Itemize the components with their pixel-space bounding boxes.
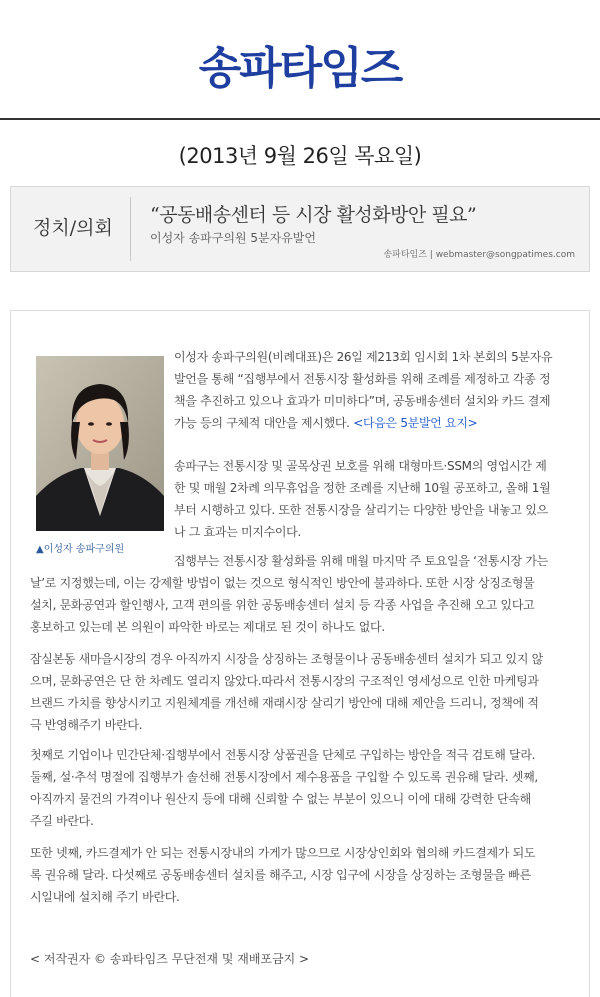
paragraph-4 xyxy=(30,648,543,736)
article-source: 송파타임즈 | webmaster@songpatimes.com xyxy=(383,250,575,260)
photo-caption: ▲이성자 송파구의원 xyxy=(36,544,125,555)
paragraph-line: 이성자 송파구의원(비례대표)은 26일 제213회 임시회 1차 본회의 5분자유 xyxy=(174,350,553,364)
paragraph-line: 극 반영해주기 바란다. xyxy=(30,718,143,732)
header-divider xyxy=(130,197,131,261)
paragraph-6 xyxy=(30,842,535,908)
paragraph-line: 나 그 효과는 미지수이다. xyxy=(174,525,301,539)
paragraph-1 xyxy=(174,346,552,434)
paragraph-line: 책을 추진하고 있으나 효과가 미미하다”며, 공동배송센터 설치와 카드 결제 xyxy=(174,394,551,408)
paragraph-line: 설치, 문화공연과 할인행사, 고객 편의를 위한 공동배송센터 설치 등 각종 사업을 추진해 오고 있다고 xyxy=(30,598,535,612)
paragraph-line: 으며, 문화공연은 단 한 차례도 열리지 않았다.따라서 전통시장의 구조적인 영세성으로 인한 마케팅과 xyxy=(30,674,539,688)
paragraph-line: 아직까지 물건의 가격이나 원산지 등에 대해 신뢰할 수 없는 부분이 있으니 이에 대해 강력한 단속해 xyxy=(30,792,531,806)
paragraph-line: 브랜드 가치를 향상시키고 지원체계를 개선해 재래시장 살리기 방안에 대해 제안을 드리니, 정책에 적 xyxy=(30,696,539,710)
councilor-photo xyxy=(36,356,164,531)
paragraph-line: 주길 바란다. xyxy=(30,814,94,828)
paragraph-3 xyxy=(30,550,548,638)
paragraph-5 xyxy=(30,744,538,832)
site-logo[interactable]: 송파타임즈 xyxy=(198,43,402,94)
article-header xyxy=(10,186,590,272)
paragraph-line: 홍보하고 있는데 본 의원이 파악한 바로는 제대로 된 것이 하나도 없다. xyxy=(30,620,385,634)
paragraph-line: 발언을 통해 “집행부에서 전통시장 활성화를 위해 조례를 제정하고 각종 정 xyxy=(174,372,551,386)
paragraph-2 xyxy=(174,455,550,543)
masthead-divider xyxy=(0,118,600,120)
paragraph-line: 가능 등의 구체적 대안을 제시했다. xyxy=(174,416,350,430)
paragraph-line: 잠실본동 새마을시장의 경우 아직까지 시장을 상징하는 조형물이나 공동배송센터 설치가 되고 있지 않 xyxy=(30,652,543,666)
copyright-notice: < 저작권자 © 송파타임즈 무단전재 및 재배포금지 > xyxy=(30,952,310,966)
paragraph-line: 또한 넷째, 카드결제가 안 되는 전통시장내의 가게가 많으므로 시장상인회와 협의해 카드결제가 되도 xyxy=(30,846,536,860)
paragraph-line: 첫째로 기업이나 민간단체·집행부에서 전통시장 상품권을 단체로 구입하는 방안을 적극 검토해 달라. xyxy=(30,748,536,762)
paragraph-line: 송파구는 전통시장 및 골목상권 보호를 위해 대형마트·SSM의 영업시간 제 xyxy=(174,459,547,473)
article-subhead: 이성자 송파구의원 5분자유발언 xyxy=(150,231,316,245)
issue-date: (2013년 9월 26일 목요일) xyxy=(178,144,422,168)
speech-summary-link[interactable]: <다음은 5분발언 요지> xyxy=(353,416,478,430)
paragraph-line: 시일내에 설치해 주기 바란다. xyxy=(30,890,180,904)
paragraph-line: 집행부는 전통시장 활성화를 위해 매월 마지막 주 토요일을 ‘전통시장 가는 xyxy=(174,554,548,568)
paragraph-line: 부터 시행하고 있다. 또한 전통시장을 살리기는 다양한 방안을 내놓고 있으 xyxy=(174,503,548,517)
paragraph-line: 날’로 지정했는데, 이는 강제할 방법이 없는 것으로 형식적인 방안에 불과하다. 또한 시장 상징조형물 xyxy=(30,576,535,590)
section-label[interactable]: 정치/의회 xyxy=(33,217,113,239)
paragraph-line: 록 권유해 달라. 다섯째로 공동배송센터 설치를 해주고, 시장 입구에 시장을 상징하는 조형물을 빠른 xyxy=(30,868,531,882)
article-headline: “공동배송센터 등 시장 활성화방안 필요” xyxy=(150,204,477,226)
paragraph-line: 한 및 매월 2차례 의무휴업을 정한 조례를 지난해 10월 공포하고, 올해 1월 xyxy=(174,481,551,495)
masthead xyxy=(0,0,600,118)
paragraph-line: 둘째, 설·추석 명절에 집행부가 솔선해 전통시장에서 제수용품을 구입할 수 있도록 권유해 달라. 셋째, xyxy=(30,770,538,784)
